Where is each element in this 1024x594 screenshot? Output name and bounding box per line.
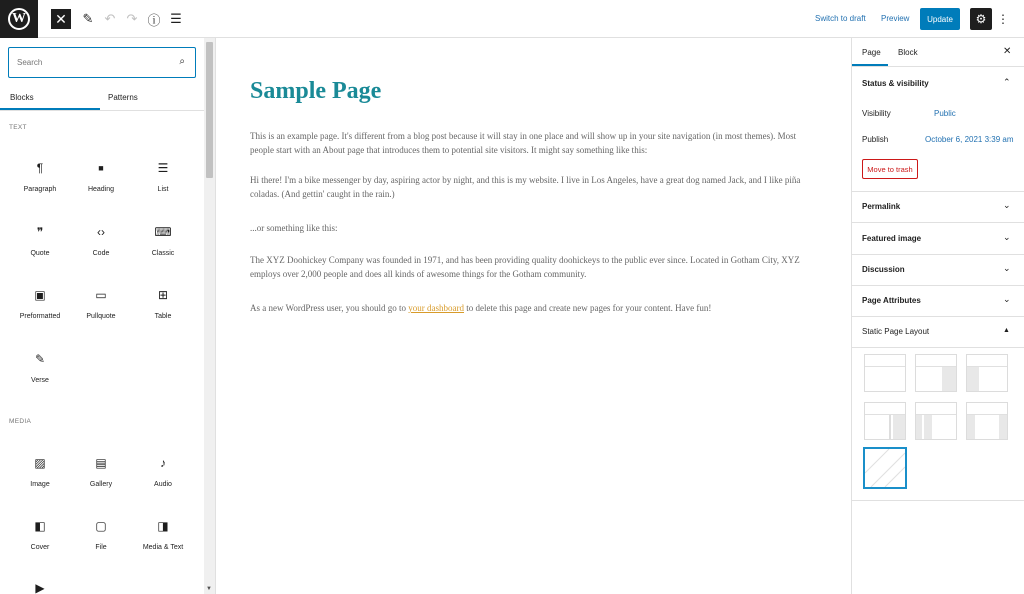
panel-static-page-layout[interactable]	[852, 317, 1024, 347]
visibility-value[interactable]: Public	[934, 109, 956, 118]
block-label: Table	[154, 313, 172, 320]
search-icon[interactable]: ⌕	[179, 56, 185, 67]
layout-header-band	[967, 403, 1007, 415]
tabs-divider	[852, 66, 1024, 67]
chevron-down-icon: ⌄	[1003, 294, 1011, 304]
editor-top-bar	[0, 0, 1024, 38]
block-image[interactable]	[9, 453, 71, 505]
paragraph-block[interactable]: Hi there! I'm a bike messenger by day, aspiring actor by night, and this is my website. I live in Los Angeles, have a great dog named Jack, and I like piña coladas. (And gettin' caught in the rain.)	[250, 175, 801, 199]
layout-sidebar-strip	[924, 415, 932, 439]
block-label: List	[157, 186, 169, 193]
layout-header-band	[865, 355, 905, 367]
block-code[interactable]	[70, 222, 132, 274]
block-label: Heading	[87, 186, 115, 193]
block-label: Preformatted	[19, 313, 61, 320]
block-label: Classic	[151, 250, 175, 257]
move-to-trash-button[interactable]: Move to trash	[862, 159, 918, 179]
update-button[interactable]: Update	[920, 8, 960, 30]
layout-header-band	[916, 403, 956, 415]
settings-sidebar	[851, 38, 1024, 594]
preformatted-icon: ▣	[34, 288, 46, 302]
feather-icon: ✎	[34, 352, 46, 366]
block-label: Code	[92, 250, 110, 257]
layout-option-full[interactable]	[864, 354, 906, 392]
page-title[interactable]: Sample Page	[250, 78, 382, 104]
block-gallery[interactable]	[70, 453, 132, 505]
video-icon: ▶	[35, 581, 45, 594]
divider	[852, 347, 1024, 348]
block-verse[interactable]	[9, 349, 71, 401]
layout-sidebar-strip	[916, 415, 922, 439]
wordpress-logo-icon[interactable]: W	[0, 0, 38, 38]
block-inserter-panel	[0, 38, 216, 594]
layout-option-narrow-right[interactable]	[864, 402, 906, 440]
tab-blocks[interactable]: Blocks	[10, 93, 34, 102]
block-label: Gallery	[89, 481, 113, 488]
category-title-text: TEXT	[9, 124, 27, 131]
heading-icon: ■	[98, 163, 104, 173]
category-title-media: MEDIA	[9, 418, 32, 425]
layout-option-left-sidebar[interactable]	[966, 354, 1008, 392]
chevron-down-icon: ⌄	[1003, 232, 1011, 242]
block-table[interactable]	[132, 285, 194, 337]
panel-title: Status & visibility	[862, 79, 929, 88]
layout-option-double-left[interactable]	[915, 402, 957, 440]
block-label: Media & Text	[142, 544, 184, 551]
chevron-down-icon: ⌄	[1003, 200, 1011, 210]
layout-header-band	[967, 355, 1007, 367]
tab-block[interactable]: Block	[898, 48, 918, 57]
search-box	[8, 47, 196, 78]
layout-sidebar-strip	[942, 367, 956, 391]
panel-title: Permalink	[862, 202, 901, 211]
panel-title: Page Attributes	[862, 296, 921, 305]
layout-header-band	[916, 355, 956, 367]
quote-icon: ❞	[36, 225, 44, 239]
layout-sidebar-strip	[999, 415, 1007, 439]
tab-patterns[interactable]: Patterns	[108, 93, 138, 102]
folder-icon: ▢	[95, 519, 107, 533]
panel-title: Discussion	[862, 265, 905, 274]
image-icon: ▨	[34, 456, 46, 470]
block-label: Verse	[31, 377, 49, 384]
keyboard-icon: ⌨	[154, 225, 172, 239]
switch-to-draft-button[interactable]: Switch to draft	[815, 14, 866, 23]
tabs-divider	[0, 110, 204, 111]
block-file[interactable]	[70, 516, 132, 568]
code-icon: ‹›	[97, 225, 105, 239]
inserter-scrollbar[interactable]	[204, 38, 215, 594]
editor-canvas	[216, 38, 851, 594]
publish-label: Publish	[862, 135, 889, 144]
media-text-icon: ◨	[157, 519, 169, 533]
no-layout-hatch-icon	[865, 449, 905, 487]
scroll-down-arrow-icon[interactable]: ▼	[206, 586, 212, 592]
block-preformatted[interactable]	[9, 285, 71, 337]
block-list[interactable]	[132, 158, 194, 210]
triangle-up-icon: ▲	[1003, 327, 1010, 334]
layout-option-none-selected[interactable]	[863, 447, 907, 489]
layout-sidebar-strip	[967, 367, 979, 391]
chevron-up-icon: ⌃	[1003, 77, 1011, 87]
panel-discussion[interactable]	[852, 255, 1024, 285]
paragraph-block[interactable]	[250, 301, 822, 315]
block-audio[interactable]	[132, 453, 194, 505]
redo-icon[interactable]: ↷	[126, 11, 138, 26]
block-label: Pullquote	[86, 313, 116, 320]
block-classic[interactable]	[132, 222, 194, 274]
block-label: Paragraph	[23, 186, 57, 193]
block-label: Cover	[30, 544, 50, 551]
undo-icon[interactable]: ↶	[104, 11, 116, 26]
block-label: Audio	[154, 481, 172, 488]
layout-sidebar-strip	[967, 415, 975, 439]
paragraph-block[interactable]: ...or something like this:	[250, 223, 338, 233]
panel-status-visibility[interactable]	[852, 69, 1024, 99]
dashboard-link[interactable]: your dashboard	[408, 303, 464, 313]
panel-permalink[interactable]	[852, 192, 1024, 222]
paragraph-text: As a new WordPress user, you should go to	[250, 303, 409, 313]
paragraph-block[interactable]: This is an example page. It's different from a blog post because it will stay in one place and will show up in your site navigation (in most themes). Most people start with an About page that introduces them to potential site visitors. It might say something like this:	[250, 131, 797, 155]
info-icon[interactable]: ⓘ	[147, 12, 161, 28]
layout-sidebar-strip	[893, 415, 905, 439]
panel-page-attributes[interactable]	[852, 286, 1024, 316]
block-paragraph[interactable]	[9, 158, 71, 210]
paragraph-icon: ¶	[36, 161, 44, 175]
more-options-icon[interactable]: ⋮	[997, 12, 1009, 26]
panel-title: Static Page Layout	[862, 327, 930, 336]
scrollbar-thumb[interactable]	[206, 42, 213, 178]
pullquote-icon: ▭	[95, 288, 107, 302]
table-icon: ⊞	[157, 288, 169, 302]
block-video[interactable]	[9, 578, 71, 594]
list-view-icon[interactable]: ☰	[170, 11, 182, 26]
close-inserter-button[interactable]	[51, 9, 71, 29]
layout-option-right-sidebar[interactable]	[915, 354, 957, 392]
block-heading[interactable]	[70, 158, 132, 210]
block-label: Quote	[30, 250, 50, 257]
block-label: Image	[30, 481, 50, 488]
chevron-down-icon: ⌄	[1003, 263, 1011, 273]
layout-option-split[interactable]	[966, 402, 1008, 440]
audio-icon: ♪	[160, 456, 166, 470]
panel-title: Featured image	[862, 234, 922, 243]
layout-header-band	[865, 403, 905, 415]
list-icon: ☰	[157, 161, 169, 175]
tools-pencil-icon[interactable]: ✎	[82, 11, 94, 26]
block-label: File	[95, 544, 107, 551]
tab-page[interactable]: Page	[862, 48, 881, 57]
visibility-label: Visibility	[862, 109, 891, 118]
gallery-icon: ▤	[95, 456, 107, 470]
block-cover[interactable]	[9, 516, 71, 568]
search-input[interactable]	[17, 48, 167, 76]
divider	[852, 500, 1024, 501]
paragraph-block[interactable]: The XYZ Doohickey Company was founded in 1971, and has been providing quality doohickeys to the public ever since. Located in Gotham City, XYZ employs over 2,000 people and does all kinds of awesome things for the Gotham community.	[250, 255, 800, 279]
paragraph-text: to delete this page and create new pages for your content. Have fun!	[464, 303, 712, 313]
block-media-text[interactable]	[132, 516, 194, 568]
publish-date-value[interactable]: October 6, 2021 3:39 am	[925, 135, 1014, 144]
close-icon: ✕	[55, 10, 67, 27]
close-icon[interactable]: ✕	[1003, 46, 1012, 57]
layout-divider-strip	[889, 415, 891, 439]
cover-icon: ◧	[34, 519, 46, 533]
preview-button[interactable]: Preview	[881, 14, 910, 23]
settings-gear-icon[interactable]: ⚙	[970, 8, 992, 30]
block-quote[interactable]	[9, 222, 71, 274]
block-pullquote[interactable]	[70, 285, 132, 337]
panel-featured-image[interactable]	[852, 224, 1024, 254]
divider	[852, 222, 1024, 223]
